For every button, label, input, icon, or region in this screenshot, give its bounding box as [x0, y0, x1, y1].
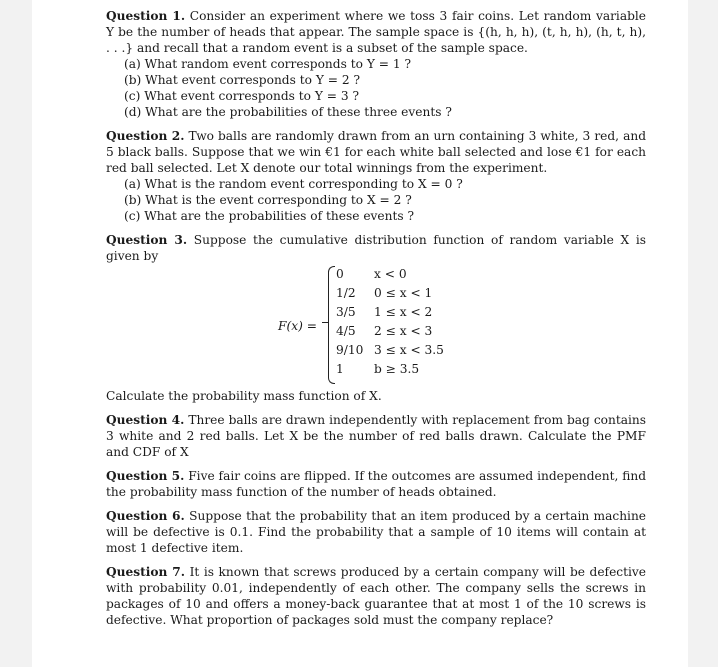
subquestion: (a) What is the random event corresponding to X = 0 ?	[124, 177, 463, 191]
question-text: It is known that screws produced by a certain company will be defective with probability 0.01, independently of each other. The company sells the screws in packages of 10 and offers a money-back guarantee that at most 1 of the 10 screws is defective. What proportion of packages sold must the company replace?	[106, 565, 646, 627]
question-2	[106, 128, 646, 224]
case-value: 4/5	[336, 324, 356, 338]
cdf-label: F(x) =	[278, 319, 317, 333]
left-brace	[328, 266, 335, 384]
case-condition: 3 ≤ x < 3.5	[374, 343, 444, 357]
question-heading: Question 4.	[106, 413, 185, 427]
question-text: Suppose the cumulative distribution function of random variable X is given by	[106, 233, 647, 263]
subquestion-list	[124, 176, 646, 224]
question-text: Consider an experiment where we toss 3 fair coins. Let random variable Y be the number of heads that appear. The sample space is {(h, h, h), (t, h, h), (h, t, h), . . .} and recall that a random event is a subset of the sample space.	[106, 9, 646, 55]
subquestion: (a) What random event corresponds to Y = 1 ?	[124, 57, 411, 71]
question-3	[106, 232, 646, 264]
brace-tip	[322, 322, 328, 323]
case-value: 9/10	[336, 343, 364, 357]
question-6	[106, 508, 646, 556]
case-condition: 0 ≤ x < 1	[374, 286, 433, 300]
case-condition: x < 0	[374, 267, 407, 281]
subquestion: (d) What are the probabilities of these three events ?	[124, 105, 452, 119]
subquestion: (b) What is the event corresponding to X = 2 ?	[124, 193, 412, 207]
question-4	[106, 412, 646, 460]
question-text: Suppose that the probability that an item produced by a certain machine will be defective is 0.1. Find the probability that a sample of 10 items will contain at most 1 defective item.	[106, 509, 647, 555]
question-7	[106, 564, 646, 628]
question-1	[106, 8, 646, 120]
case-value: 1	[336, 362, 344, 376]
question-heading: Question 5.	[106, 469, 185, 483]
subquestion: (b) What event corresponds to Y = 2 ?	[124, 73, 361, 87]
question-heading: Question 2.	[106, 129, 185, 143]
question-text: Two balls are randomly drawn from an urn containing 3 white, 3 red, and 5 black balls. Suppose that we win €1 for each white ball selected and lose €1 for each red ball selected. Let X denote our total winnings from the experiment.	[106, 129, 646, 175]
document-page	[32, 0, 688, 667]
subquestion-list	[124, 56, 646, 120]
question-heading: Question 7.	[106, 565, 185, 579]
document-content	[106, 8, 646, 636]
question-3-followup: Calculate the probability mass function of X.	[106, 389, 382, 403]
question-5	[106, 468, 646, 500]
question-text: Five fair coins are flipped. If the outcomes are assumed independent, find the probability mass function of the number of heads obtained.	[106, 469, 647, 499]
question-heading: Question 1.	[106, 9, 186, 23]
case-condition: 1 ≤ x < 2	[374, 305, 433, 319]
cdf-formula	[106, 266, 646, 388]
question-heading: Question 3.	[106, 233, 188, 247]
case-condition: b ≥ 3.5	[374, 362, 420, 376]
case-value: 0	[336, 267, 344, 281]
subquestion: (c) What event corresponds to Y = 3 ?	[124, 89, 360, 103]
case-condition: 2 ≤ x < 3	[374, 324, 433, 338]
case-value: 1/2	[336, 286, 356, 300]
subquestion: (c) What are the probabilities of these events ?	[124, 209, 415, 223]
question-heading: Question 6.	[106, 509, 185, 523]
question-text: Three balls are drawn independently with replacement from bag contains 3 white and 2 red balls. Let X be the number of red balls drawn. Calculate the PMF and CDF of X	[106, 413, 646, 459]
case-value: 3/5	[336, 305, 356, 319]
